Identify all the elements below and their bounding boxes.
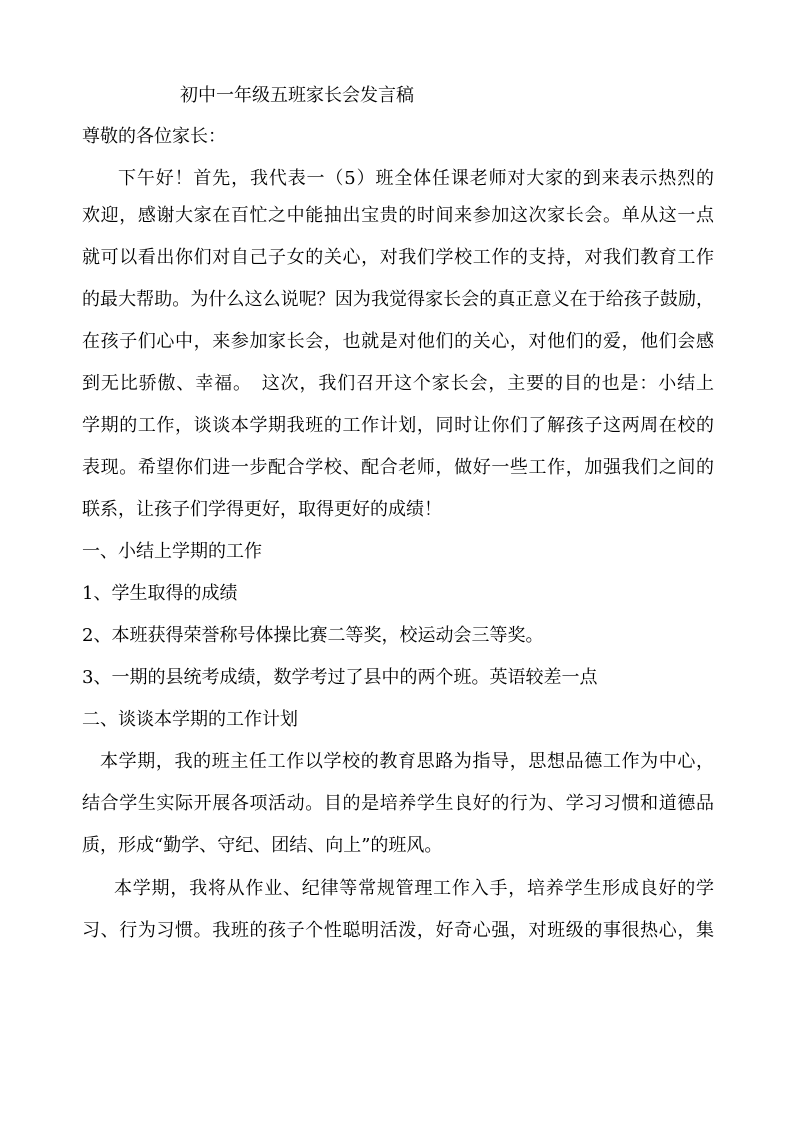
- list-item-1: 1、学生取得的成绩: [82, 583, 238, 604]
- paragraph-1-line-3: 就可以看出你们对自己子女的关心，对我们学校工作的支持，对我们教育工作: [82, 247, 714, 268]
- salutation: 尊敬的各位家长：: [82, 126, 226, 147]
- paragraph-2-line-2: 结合学生实际开展各项活动。目的是培养学生良好的行为、学习习惯和道德品: [82, 793, 714, 814]
- paragraph-1-line-9: 联系，让孩子们学得更好，取得更好的成绩！: [82, 499, 442, 520]
- paragraph-1-line-7: 学期的工作，谈谈本学期我班的工作计划，同时让你们了解孩子这两周在校的: [82, 415, 714, 436]
- section-1-heading: 一、小结上学期的工作: [82, 541, 262, 562]
- paragraph-3-line-2: 习、行为习惯。我班的孩子个性聪明活泼，好奇心强，对班级的事很热心，集: [82, 920, 714, 941]
- list-item-3: 3、一期的县统考成绩，数学考过了县中的两个班。英语较差一点: [82, 667, 598, 688]
- paragraph-1-line-2: 欢迎，感谢大家在百忙之中能抽出宝贵的时间来参加这次家长会。单从这一点: [82, 205, 714, 226]
- paragraph-1-line-1: 下午好！首先，我代表一（5）班全体任课老师对大家的到来表示热烈的: [118, 168, 714, 189]
- paragraph-1-line-8: 表现。希望你们进一步配合学校、配合老师，做好一些工作，加强我们之间的: [82, 457, 714, 478]
- section-2-heading: 二、谈谈本学期的工作计划: [82, 709, 298, 730]
- document-title: 初中一年级五班家长会发言稿: [180, 85, 414, 106]
- paragraph-2-line-3: 质，形成“勤学、守纪、团结、向上”的班风。: [82, 835, 443, 856]
- list-item-2: 2、本班获得荣誉称号体操比赛二等奖，校运动会三等奖。: [82, 625, 544, 646]
- paragraph-1-line-4: 的最大帮助。为什么这么说呢？因为我觉得家长会的真正意义在于给孩子鼓励，: [82, 289, 714, 310]
- paragraph-2-line-1: 本学期，我的班主任工作以学校的教育思路为指导，思想品德工作为中心，: [100, 751, 714, 772]
- paragraph-1-line-6: 到无比骄傲、幸福。 这次，我们召开这个家长会，主要的目的也是：小结上: [82, 373, 714, 394]
- paragraph-3-line-1: 本学期，我将从作业、纪律等常规管理工作入手，培养学生形成良好的学: [114, 878, 714, 899]
- paragraph-1-line-5: 在孩子们心中，来参加家长会，也就是对他们的关心，对他们的爱，他们会感: [82, 331, 714, 352]
